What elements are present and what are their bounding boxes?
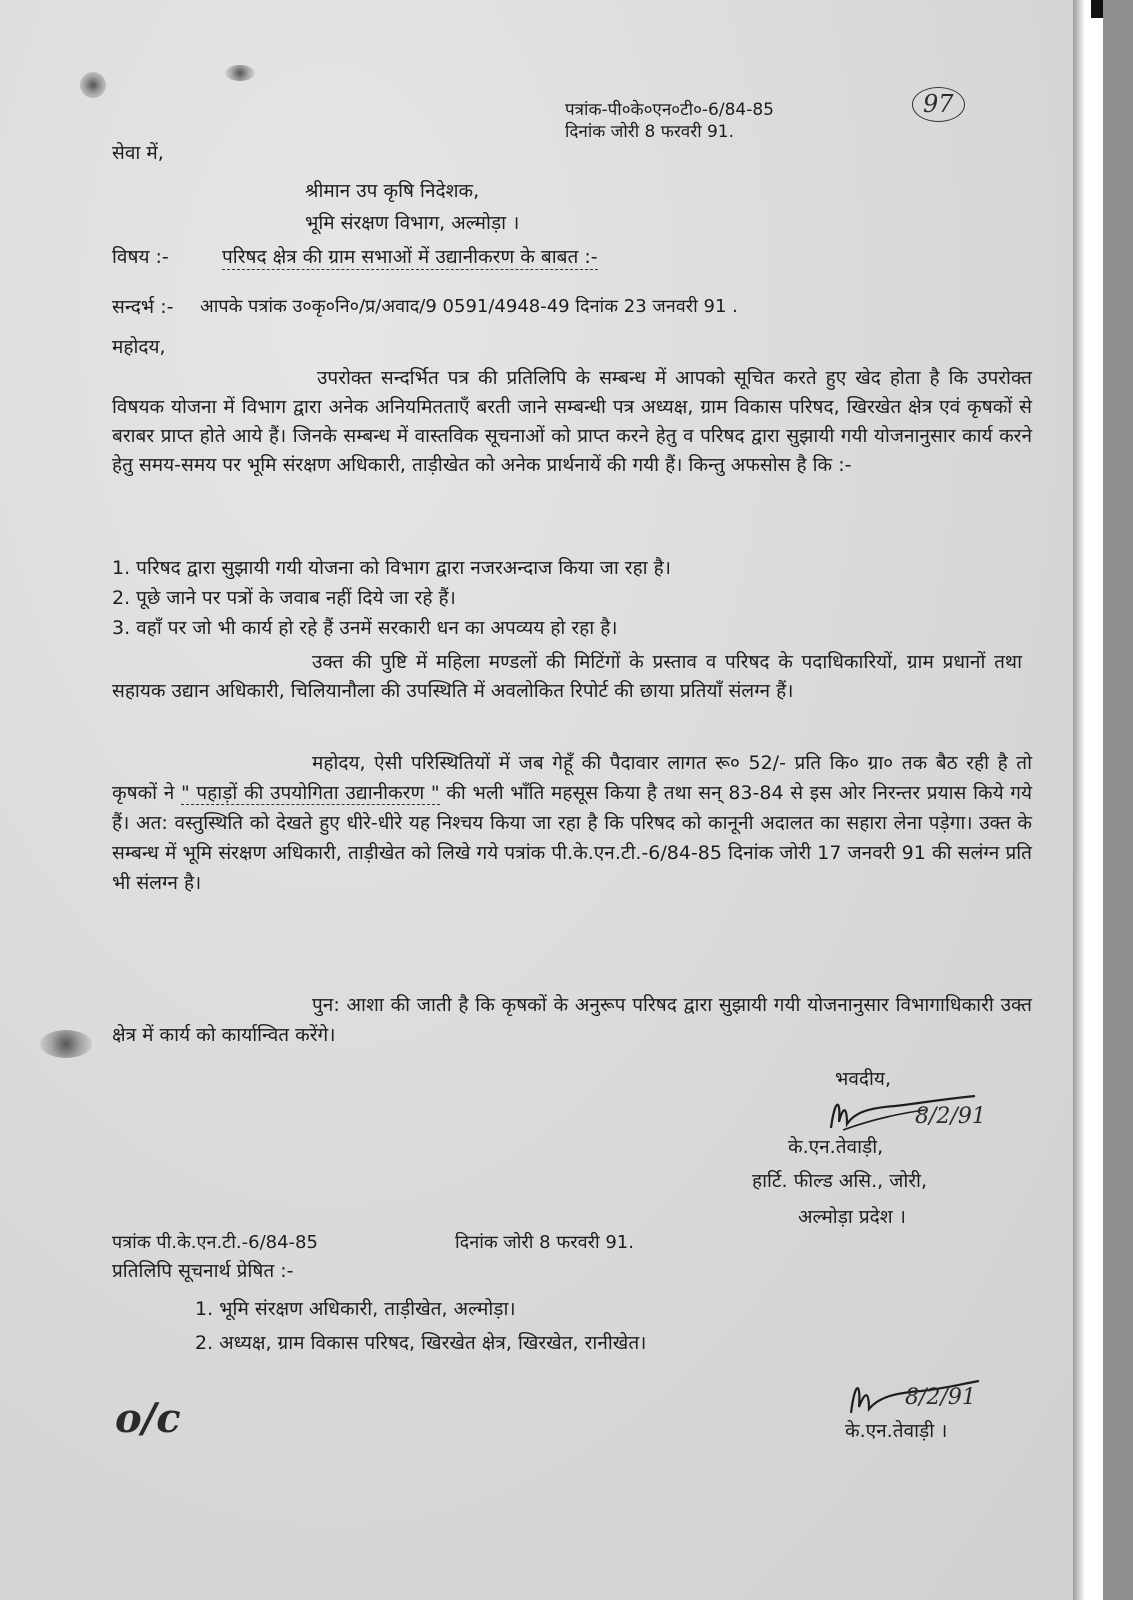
closing-designation: हार्टि. फील्ड असि., जोरी, bbox=[752, 1170, 928, 1192]
header-ref-line: पत्रांक-पी०के०एन०टी०-6/84-85 bbox=[565, 100, 774, 120]
closing-yours: भवदीय, bbox=[835, 1068, 891, 1090]
ink-stain bbox=[40, 1030, 92, 1058]
office-copy-mark: o/c bbox=[115, 1395, 181, 1442]
para3-part2: की भली भाँति महसूस किया है तथा सन् 83-84 से इस ओर निरन्तर प्रयास किये गये हैं। अत: वस्तुस्थिति को देखते हुए धीरे-धीरे यह निश्चय किया जा रहा है कि परिषद को कानूनी अदालत का सहारा लेना पड़ेगा। उक्त के सम्बन्ध में भूमि संरक्षण अधिकारी, ताड़ीखेत को लिखे गये पत्रांक पी.के.एन.टी.-6/84-85 दिनांक जोरी 17 जनवरी 91 की सलंग्न प्रति भी संलग्न है। bbox=[112, 782, 1032, 894]
body-paragraph-2: उक्त की पुष्टि में महिला मण्डलों की मिटिंगों के प्रस्ताव व परिषद के पदाधिकारियों, ग्राम प्रधानों तथा सहायक उद्यान अधिकारी, चिलियानौला की उपस्थिति में अवलोकित रिपोर्ट की छाया प्रतियाँ संलग्न हैं। bbox=[112, 651, 1022, 702]
copy-ref-line: पत्रांक पी.के.एन.टी.-6/84-85 bbox=[112, 1232, 318, 1253]
copy-date-line: दिनांक जोरी 8 फरवरी 91. bbox=[455, 1232, 634, 1253]
body-point-3: 3. वहाँ पर जो भी कार्य हो रहे हैं उनमें सरकारी धन का अपव्यय हो रहा है। bbox=[112, 617, 618, 639]
addressee-line2: भूमि संरक्षण विभाग, अल्मोड़ा । bbox=[305, 212, 520, 234]
subject-label: विषय :- bbox=[112, 246, 169, 268]
salutation-to: सेवा में, bbox=[112, 142, 164, 164]
copy-sign-name: के.एन.तेवाड़ी । bbox=[845, 1420, 948, 1442]
scan-edge bbox=[1073, 0, 1103, 1600]
header-date-line: दिनांक जोरी 8 फरवरी 91. bbox=[565, 122, 735, 142]
signature-date-lower: 8/2/91 bbox=[905, 1385, 976, 1410]
closing-name: के.एन.तेवाड़ी, bbox=[788, 1136, 884, 1158]
signature-date-upper: 8/2/91 bbox=[915, 1104, 986, 1129]
closing-place: अल्मोड़ा प्रदेश । bbox=[798, 1206, 906, 1228]
body-paragraph-4: पुन: आशा की जाती है कि कृषकों के अनुरूप परिषद द्वारा सुझायी गयी योजनानुसार विभागाधिकारी उक्त क्षेत्र में कार्य को कार्यान्वित करेंगे। bbox=[112, 994, 1032, 1046]
ink-stain bbox=[80, 72, 106, 98]
body-paragraph-3 bbox=[112, 748, 1032, 898]
ink-stain bbox=[225, 65, 255, 81]
reference-text: आपके पत्रांक उ०कृ०नि०/प्र/अवाद/9 0591/4948-49 दिनांक 23 जनवरी 91 . bbox=[200, 296, 738, 317]
scan-edge-mark bbox=[1091, 0, 1103, 18]
subject-text: परिषद क्षेत्र की ग्राम सभाओं में उद्यानीकरण के बाबत :- bbox=[222, 246, 598, 268]
copy-recipient-2: 2. अध्यक्ष, ग्राम विकास परिषद, खिरखेत क्षेत्र, खिरखेत, रानीखेत। bbox=[195, 1332, 647, 1354]
body-paragraph-1: उपरोक्त सन्दर्भित पत्र की प्रतिलिपि के सम्बन्ध में आपको सूचित करते हुए खेद होता है कि उपरोक्त विषयक योजना में विभाग द्वारा अनेक अनियमितताएँ बरती जाने सम्बन्धी पत्र अध्यक्ष, ग्राम विकास परिषद, खिरखेत क्षेत्र एवं कृषकों से बराबर प्राप्त होते आये हैं। जिनके सम्बन्ध में वास्तविक सूचनाओं को प्राप्त करने हेतु व परिषद द्वारा सुझायी गयी योजनानुसार कार्य करने हेतु समय-समय पर भूमि संरक्षण अधिकारी, ताड़ीखेत को अनेक प्रार्थनायें की गयी हैं। किन्तु अफसोस है कि :- bbox=[112, 367, 1032, 476]
body-point-1: 1. परिषद द्वारा सुझायी गयी योजना को विभाग द्वारा नजरअन्दाज किया जा रहा है। bbox=[112, 557, 671, 579]
body-point-2: 2. पूछे जाने पर पत्रों के जवाब नहीं दिये जा रहे हैं। bbox=[112, 587, 456, 609]
copy-intro: प्रतिलिपि सूचनार्थ प्रेषित :- bbox=[112, 1260, 294, 1282]
greeting: महोदय, bbox=[112, 336, 166, 358]
para3-quote: " पहाड़ों की उपयोगिता उद्यानीकरण " bbox=[180, 782, 440, 804]
copy-recipient-1: 1. भूमि संरक्षण अधिकारी, ताड़ीखेत, अल्मोड़ा। bbox=[195, 1298, 516, 1320]
addressee-line1: श्रीमान उप कृषि निदेशक, bbox=[305, 180, 480, 202]
reference-label: सन्दर्भ :- bbox=[112, 296, 174, 318]
para3-part1: महोदय, ऐसी परिस्थितियों में जब गेहूँ की पैदावार लागत रू० 52/- प्रति कि० ग्रा० तक बैठ रही है तो कृषकों ने bbox=[112, 752, 1032, 804]
page-number: 97 bbox=[912, 87, 965, 122]
